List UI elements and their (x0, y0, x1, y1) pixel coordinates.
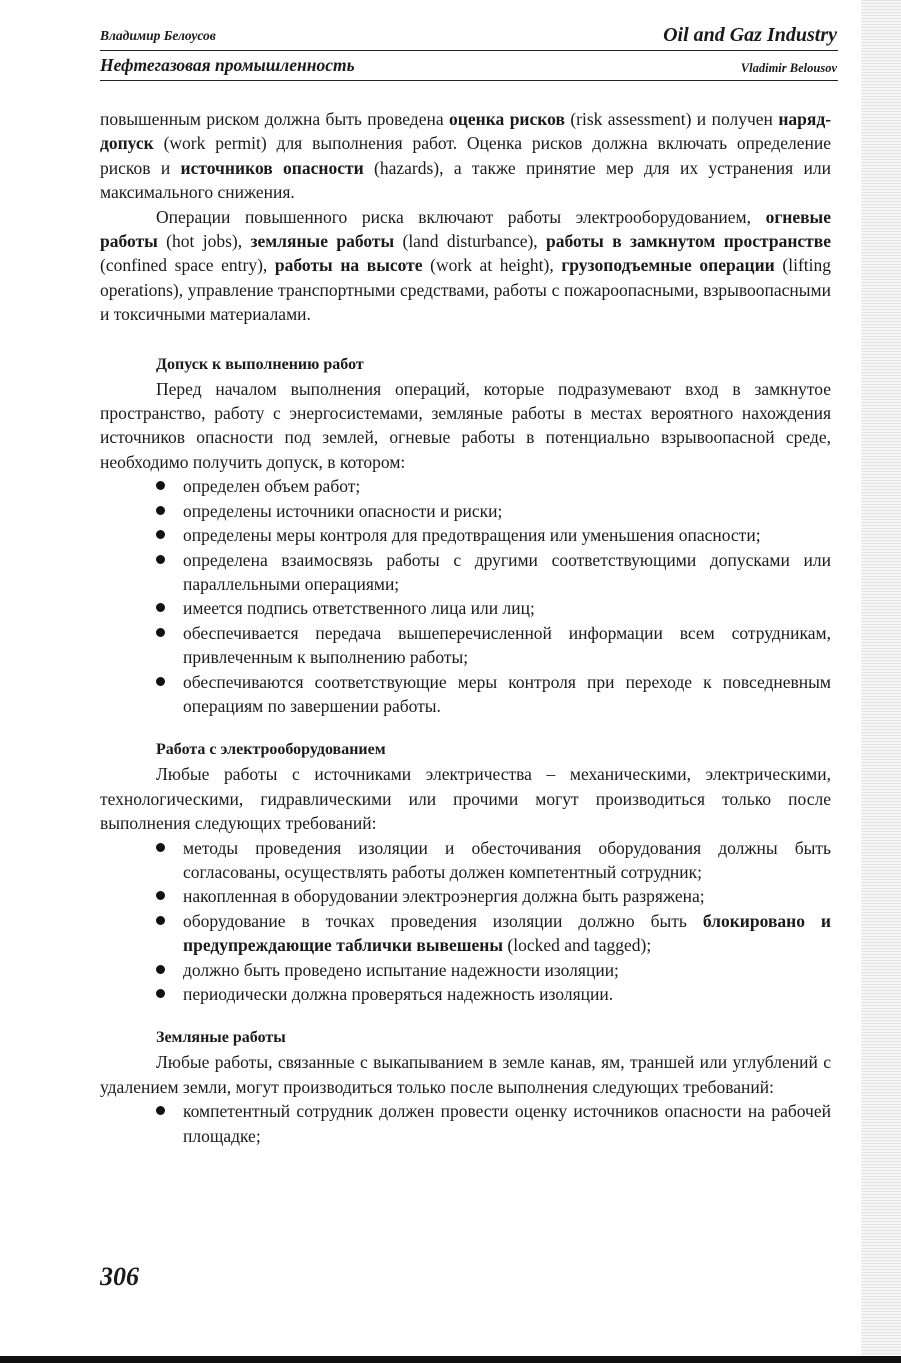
section-heading-permit: Допуск к выполнению работ (156, 355, 364, 373)
paragraph-risk-assessment (100, 107, 831, 205)
term-hazards: источников опасности (180, 157, 364, 178)
list-item (100, 621, 831, 670)
bullet-icon (156, 989, 165, 998)
text-run: (land disturbance), (394, 231, 547, 252)
header-rule-top (100, 50, 838, 51)
bullet-icon (156, 843, 165, 852)
section-intro-earthworks: Любые работы, связанные с выкапыванием в земле канав, ям, траншей или углублений с удалением земли, могут производиться только после выполнения следующих требований: (100, 1052, 831, 1097)
bullet-icon (156, 506, 165, 515)
list-item (100, 523, 831, 547)
text-run: (hot jobs), (157, 231, 251, 252)
list-item-text: определены меры контроля для предотвращения или уменьшения опасности; (183, 525, 761, 546)
list-item-text: компетентный сотрудник должен провести оценку источников опасности на рабочей площадке; (183, 1101, 831, 1146)
bullet-icon (156, 891, 165, 900)
header-author-en: Vladimir Belousov (740, 61, 837, 75)
list-item (100, 1099, 831, 1148)
list-item-text: определены источники опасности и риски; (183, 500, 503, 521)
term-land-disturbance: земляные работы (250, 231, 395, 252)
page-number: 306 (100, 1262, 139, 1291)
text-run: (risk assessment) и получен (564, 109, 779, 129)
header-author-ru: Владимир Белоусов (100, 28, 216, 43)
list-item-text: методы проведения изоляции и обесточивания оборудования должны быть согласованы, осуществлять работы должен компетентный сотрудник; (183, 837, 831, 882)
term-locked-and-tagged: блокировано и предупреждающие таблички вывешены (183, 910, 831, 956)
paragraph-high-risk-operations (100, 205, 831, 327)
term-work-permit: наряд-допуск (100, 109, 832, 154)
list-item-text: периодически должна проверяться надежность изоляции. (183, 984, 614, 1004)
permit-requirements-list (100, 474, 831, 718)
bullet-icon (156, 916, 165, 925)
text-run: (locked and tagged); (503, 935, 652, 956)
electrical-requirements-list (100, 836, 831, 1007)
list-item (100, 670, 831, 719)
term-lifting-operations: грузоподъемные операции (561, 255, 775, 276)
list-item-text: имеется подпись ответственного лица или лиц; (183, 598, 535, 619)
earthworks-requirements-list (100, 1099, 831, 1148)
bullet-icon (156, 481, 165, 490)
list-item (100, 909, 831, 958)
list-item (100, 884, 831, 908)
section-heading-electrical: Работа с электрооборудованием (156, 741, 386, 759)
term-confined-space: работы в замкнутом пространстве (546, 231, 831, 252)
bullet-icon (156, 603, 165, 612)
list-item (100, 548, 831, 597)
list-item (100, 958, 831, 982)
bullet-icon (156, 965, 165, 974)
list-item-text: определена взаимосвязь работы с другими соответствующими допусками или параллельными операциями; (183, 549, 831, 594)
term-work-at-height: работы на высоте (274, 255, 423, 276)
section-intro-electrical: Любые работы с источниками электричества – механическими, электрическими, технологическими, гидравлическими или прочими могут производиться только после выполнения следующих требований: (100, 764, 831, 834)
text-run: повышенным риском должна быть проведена (100, 109, 450, 129)
page-body (100, 107, 831, 1148)
term-risk-assessment: оценка рисков (449, 109, 565, 129)
text-run: (lifting operations), управление транспортными средствами, работы с пожароопасными, взрывоопасными и токсичными материалами. (100, 255, 831, 325)
header-journal-en: Oil and Gaz Industry (663, 24, 837, 46)
scan-edge-shadow (861, 0, 901, 1363)
bullet-icon (156, 530, 165, 539)
list-item (100, 836, 831, 885)
bullet-icon (156, 677, 165, 686)
header-journal-ru: Нефтегазовая промышленность (100, 55, 355, 75)
list-item (100, 596, 831, 620)
text-run: (hazards), а также принятие мер для их устранения или максимального снижения. (100, 157, 832, 203)
text-run: (work permit) для выполнения работ. Оценка рисков должна включать определение рисков и (100, 133, 831, 178)
term-hot-jobs: огневые работы (100, 206, 831, 252)
bullet-icon (156, 555, 165, 564)
section-heading-earthworks: Земляные работы (156, 1029, 286, 1047)
text-run: Операции повышенного риска включают работы электрооборудованием, (156, 206, 766, 227)
list-item-text: определен объем работ; (183, 476, 361, 497)
section-intro-permit: Перед началом выполнения операций, которые подразумевают вход в замкнутое пространство, работу с энергосистемами, земляные работы в местах вероятного нахождения источников опасности под землей, огневые работы в потенциально взрывоопасной среде, необходимо получить допуск, в котором: (100, 378, 831, 472)
bullet-icon (156, 628, 165, 637)
text-run: (confined space entry), (100, 255, 275, 276)
list-item (100, 499, 831, 523)
list-item-text: обеспечиваются соответствующие меры контроля при переходе к повседневным операциям по завершении работы. (183, 671, 831, 716)
list-item-text: должно быть проведено испытание надежности изоляции; (183, 959, 619, 980)
list-item-text: накопленная в оборудовании электроэнергия должна быть разряжена; (183, 886, 705, 907)
list-item (100, 982, 831, 1006)
list-item-text: обеспечивается передача вышеперечисленной информации всем сотрудникам, привлеченным к выполнению работы; (183, 622, 831, 668)
header-rule-bottom (100, 80, 838, 81)
text-run: оборудование в точках проведения изоляции должно быть (183, 910, 703, 931)
bullet-icon (156, 1106, 165, 1115)
text-run: (work at height), (422, 255, 562, 276)
list-item (100, 474, 831, 498)
scan-bottom-border (0, 1356, 901, 1363)
